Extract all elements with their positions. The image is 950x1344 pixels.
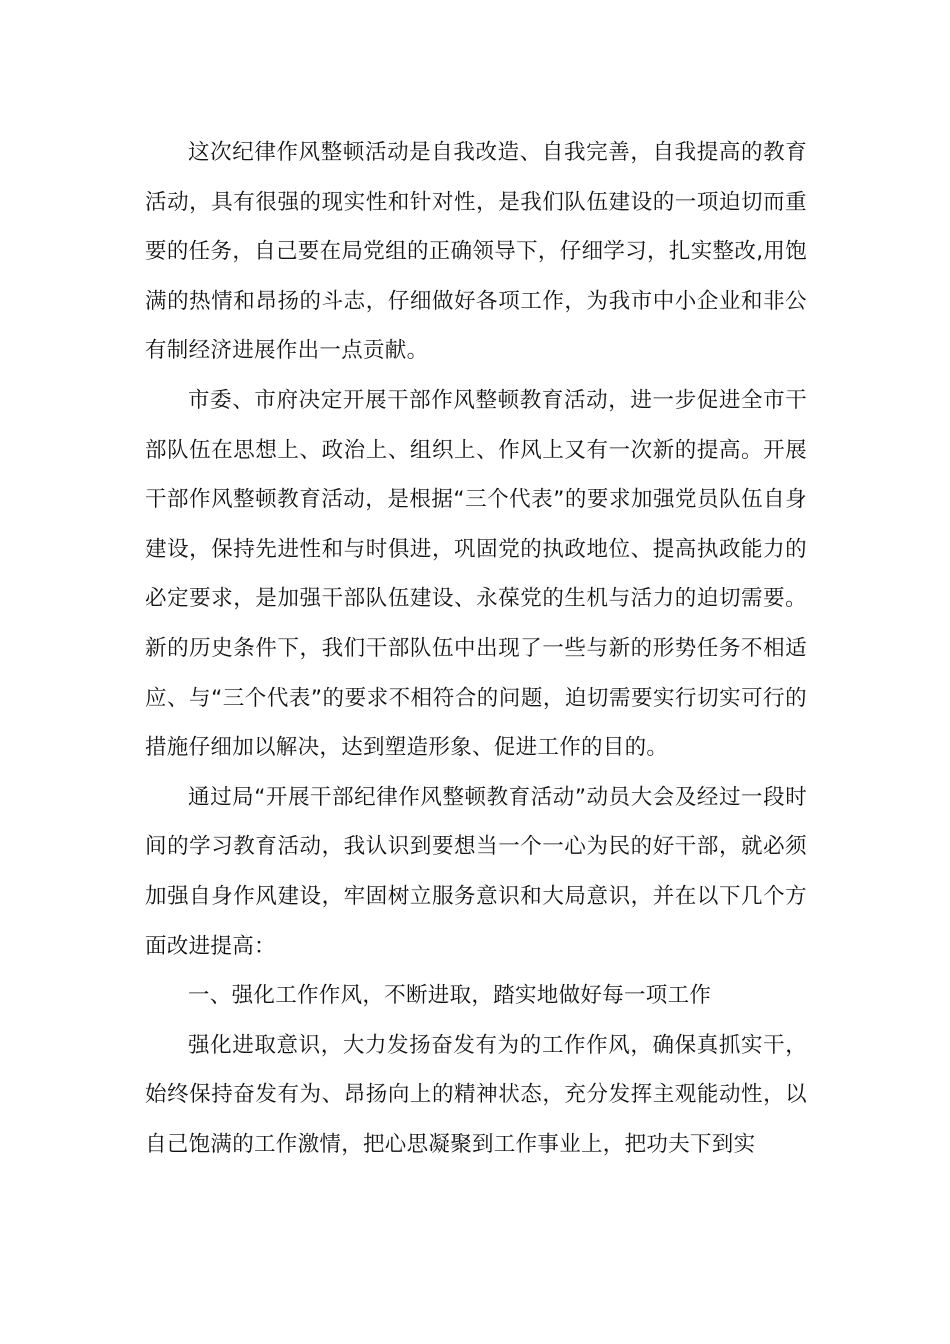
document-body [145, 128, 807, 1169]
paragraph-4: 强化进取意识，大力发扬奋发有为的工作作风，确保真抓实干，始终保持奋发有为、昂扬向上的精神状态，充分发挥主观能动性，以自己饱满的工作激情，把心思凝聚到工作事业上，把功夫下到实 [145, 1032, 807, 1157]
paragraph-2: 市委、市府决定开展干部作风整顿教育活动，进一步促进全市干部队伍在思想上、政治上、组织上、作风上又有一次新的提高。开展干部作风整顿教育活动，是根据“三个代表”的要求加强党员队伍自身建设，保持先进性和与时俱进，巩固党的执政地位、提高执政能力的必定要求，是加强干部队伍建设、永葆党的生机与活力的迫切需要。新的历史条件下，我们干部队伍中出现了一些与新的形势任务不相适应、与“三个代表”的要求不相符合的问题，迫切需要实行切实可行的措施仔细加以解决，达到塑造形象、促进工作的目的。 [145, 387, 807, 761]
section-heading-1: 一、强化工作作风，不断进取，踏实地做好每一项工作 [188, 983, 712, 1009]
paragraph-1: 这次纪律作风整顿活动是自我改造、自我完善，自我提高的教育活动，具有很强的现实性和针对性，是我们队伍建设的一项迫切而重要的任务，自己要在局党组的正确领导下，仔细学习，扎实整改,用饱满的热情和昂扬的斗志，仔细做好各项工作，为我市中小企业和非公有制经济进展作出一点贡献。 [145, 140, 807, 364]
paragraph-3: 通过局“开展干部纪律作风整顿教育活动”动员大会及经过一段时间的学习教育活动，我认识到要想当一个一心为民的好干部，就必须加强自身作风建设，牢固树立服务意识和大局意识，并在以下几个方面改进提高： [145, 784, 807, 959]
